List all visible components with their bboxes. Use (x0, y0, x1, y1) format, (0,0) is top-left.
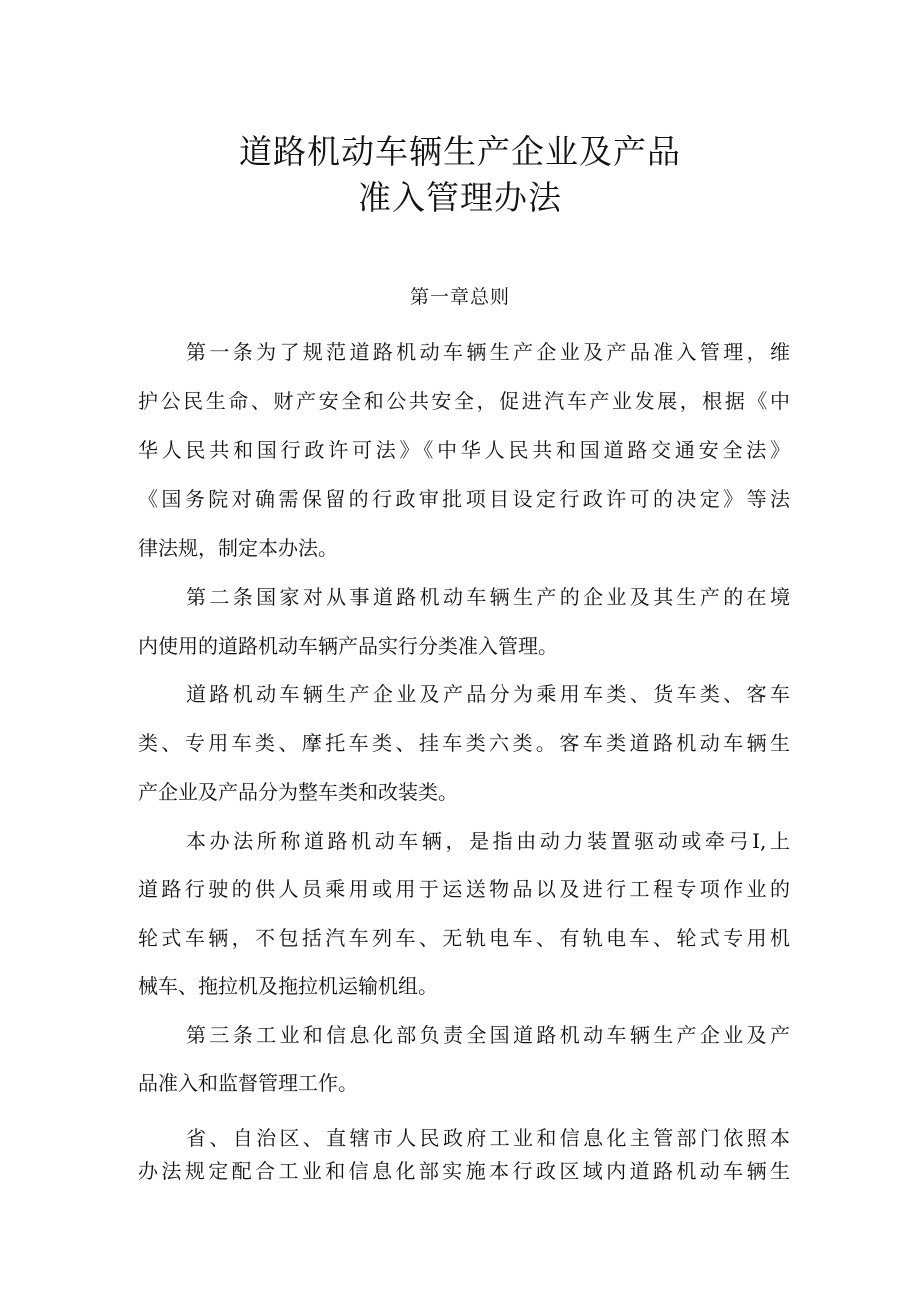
text-line: 械车、拖拉机及拖拉机运输机组。 (138, 974, 438, 998)
text-line: 第一条为了规范道路机动车辆生产企业及产品准入管理，维 (186, 340, 790, 364)
text-line: 办法规定配合工业和信息化部实施本行政区域内道路机动车辆生 (138, 1159, 790, 1183)
text-line: 类、专用车类、摩托车类、挂车类六类。客车类道路机动车辆生 (138, 731, 790, 755)
text-line: 本办法所称道路机动车辆，是指由动力装置驱动或牵弓I,上 (186, 829, 790, 853)
text-line: 第二条国家对从事道路机动车辆生产的企业及其生产的在境 (186, 585, 790, 609)
document-title-line-2: 准入管理办法 (358, 178, 562, 217)
text-line: 轮式车辆，不包括汽车列车、无轨电车、有轨电车、轮式专用机 (138, 926, 790, 950)
text-line: 华人民共和国行政许可法》《中华人民共和国道路交通安全法》 (138, 438, 790, 462)
text-line: 产企业及产品分为整车类和改装类。 (138, 780, 458, 804)
text-line: 品准入和监督管理工作。 (138, 1071, 358, 1095)
text-line: 护公民生命、财产安全和公共安全，促进汽车产业发展，根据《中 (138, 389, 790, 413)
document-title-line-1: 道路机动车辆生产企业及产品 (239, 132, 681, 171)
text-line: 内使用的道路机动车辆产品实行分类准入管理。 (138, 634, 558, 658)
text-line: 律法规，制定本办法。 (138, 536, 338, 560)
text-line: 《国务院对确需保留的行政审批项目设定行政许可的决定》等法 (138, 487, 790, 511)
text-line: 道路行驶的供人员乘用或用于运送物品以及进行工程专项作业的 (138, 877, 790, 901)
text-line: 省、自治区、直辖市人民政府工业和信息化主管部门依照本 (186, 1126, 790, 1150)
chapter-heading: 第一章总则 (409, 286, 510, 308)
text-line: 第三条工业和信息化部负责全国道路机动车辆生产企业及产 (186, 1023, 790, 1047)
text-line: 道路机动车辆生产企业及产品分为乘用车类、货车类、客车 (186, 682, 790, 706)
